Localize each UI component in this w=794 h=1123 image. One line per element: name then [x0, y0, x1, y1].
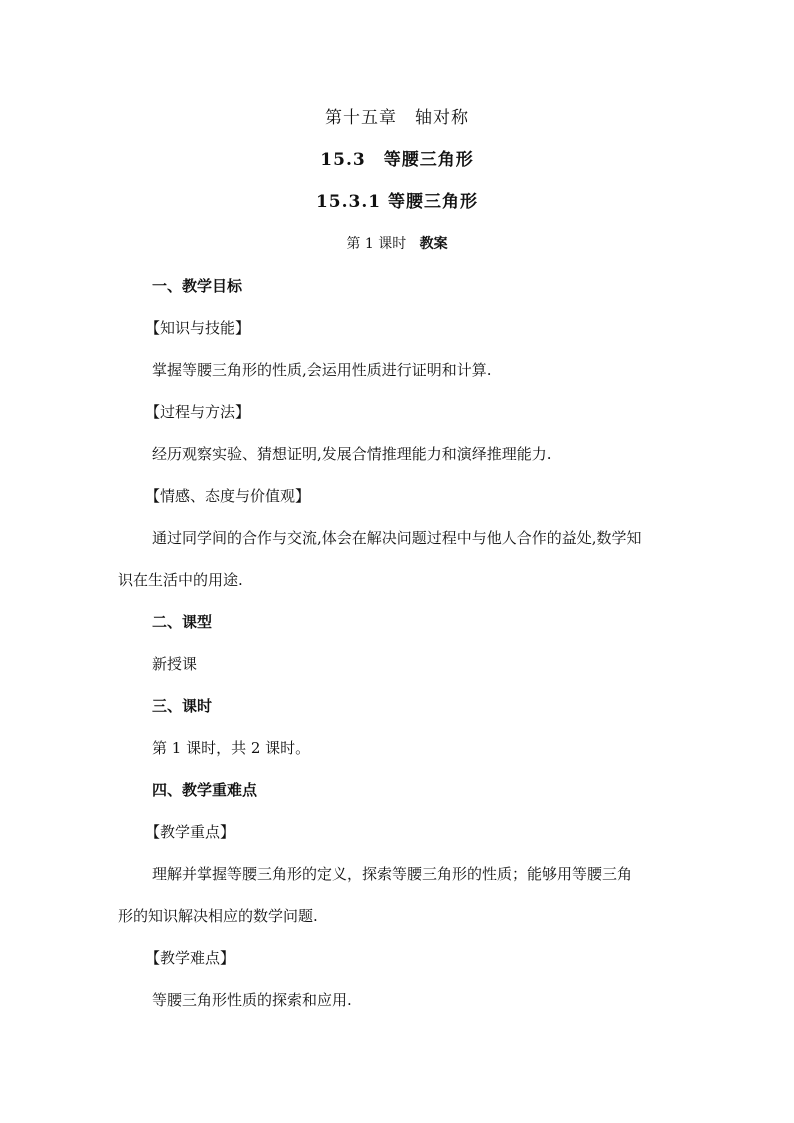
emotion-text-line-1: 通过同学间的合作与交流,体会在解决问题过程中与他人合作的益处,数学知 — [152, 529, 642, 547]
difficulty-text: 等腰三角形性质的探索和应用. — [152, 991, 352, 1009]
heading-lesson-type: 二、课型 — [152, 613, 213, 631]
focus-text-line-2: 形的知识解决相应的数学问题. — [118, 907, 318, 925]
lesson-type: 教案 — [419, 236, 448, 252]
chapter-title: 第十五章 轴对称 — [325, 108, 469, 128]
section-title: 15.3 等腰三角形 — [320, 150, 474, 170]
process-text: 经历观察实验、猜想证明,发展合情推理能力和演绎推理能力. — [152, 445, 552, 463]
subsection-title: 15.3.1 等腰三角形 — [315, 192, 479, 212]
heading-class-hours: 三、课时 — [152, 697, 213, 715]
label-process: 【过程与方法】 — [145, 403, 251, 421]
lesson-type-text: 新授课 — [152, 655, 198, 673]
lesson-period: 第 1 课时 — [346, 236, 407, 252]
knowledge-text: 掌握等腰三角形的性质,会运用性质进行证明和计算. — [152, 361, 492, 379]
label-knowledge: 【知识与技能】 — [145, 319, 251, 337]
label-focus: 【教学重点】 — [145, 823, 236, 841]
lesson-line — [0, 234, 794, 254]
label-emotion: 【情感、态度与价值观】 — [145, 487, 311, 505]
emotion-text-line-2: 识在生活中的用途. — [118, 571, 243, 589]
heading-objectives: 一、教学目标 — [152, 277, 243, 295]
label-difficulty: 【教学难点】 — [145, 949, 236, 967]
focus-text-line-1: 理解并掌握等腰三角形的定义，探索等腰三角形的性质；能够用等腰三角 — [152, 865, 633, 883]
heading-key-points: 四、教学重难点 — [152, 781, 258, 799]
class-hours-text: 第 1 课时，共 2 课时。 — [152, 739, 311, 757]
